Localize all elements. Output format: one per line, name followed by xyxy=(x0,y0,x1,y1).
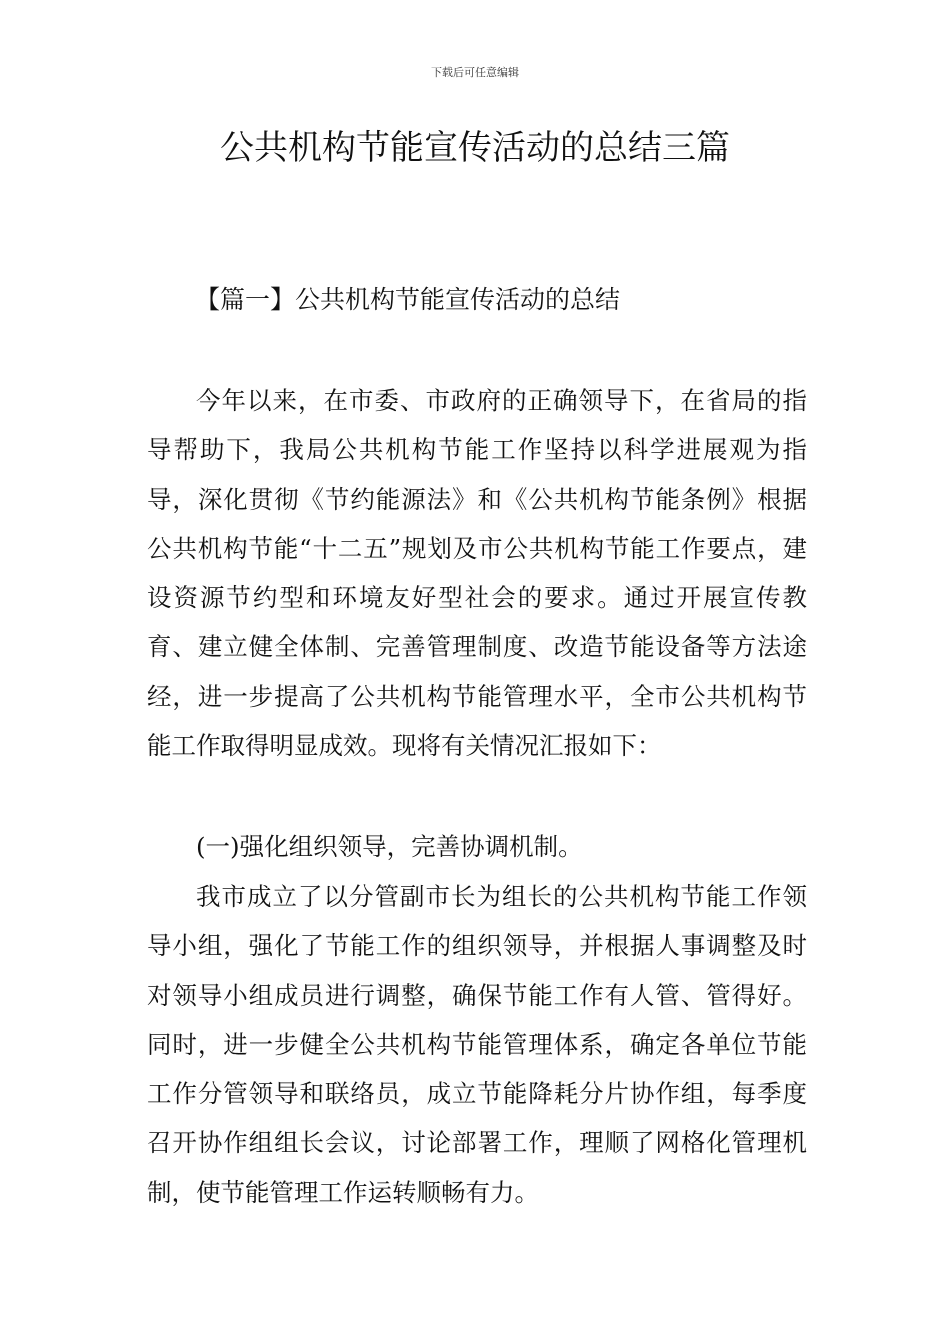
paragraph-intro: 今年以来，在市委、市政府的正确领导下，在省局的指导帮助下，我局公共机构节能工作坚持以科学进展观为指导，深化贯彻《节约能源法》和《公共机构节能条例》根据公共机构节能“十二五”规划及市公共机构节能工作要点，建设资源节约型和环境友好型社会的要求。通过开展宣传教育、建立健全体制、完善管理制度、改造节能设备等方法途经，进一步提高了公共机构节能管理水平，全市公共机构节能工作取得明显成效。现将有关情况汇报如下： xyxy=(147,386,807,761)
paragraph-subheading: (一)强化组织领导，完善协调机制。 xyxy=(196,832,583,861)
document-title: 公共机构节能宣传活动的总结三篇 xyxy=(220,128,730,168)
paragraph-organization: 我市成立了以分管副市长为组长的公共机构节能工作领导小组，强化了节能工作的组织领导，并根据人事调整及时对领导小组成员进行调整，确保节能工作有人管、管得好。同时，进一步健全公共机构节能管理体系，确定各单位节能工作分管领导和联络员，成立节能降耗分片协作组，每季度召开协作组组长会议，讨论部署工作，理顺了网格化管理机制，使节能管理工作运转顺畅有力。 xyxy=(147,882,807,1207)
section-heading: 【篇一】公共机构节能宣传活动的总结 xyxy=(195,285,621,314)
page-header-note: 下载后可任意编辑 xyxy=(431,66,519,79)
